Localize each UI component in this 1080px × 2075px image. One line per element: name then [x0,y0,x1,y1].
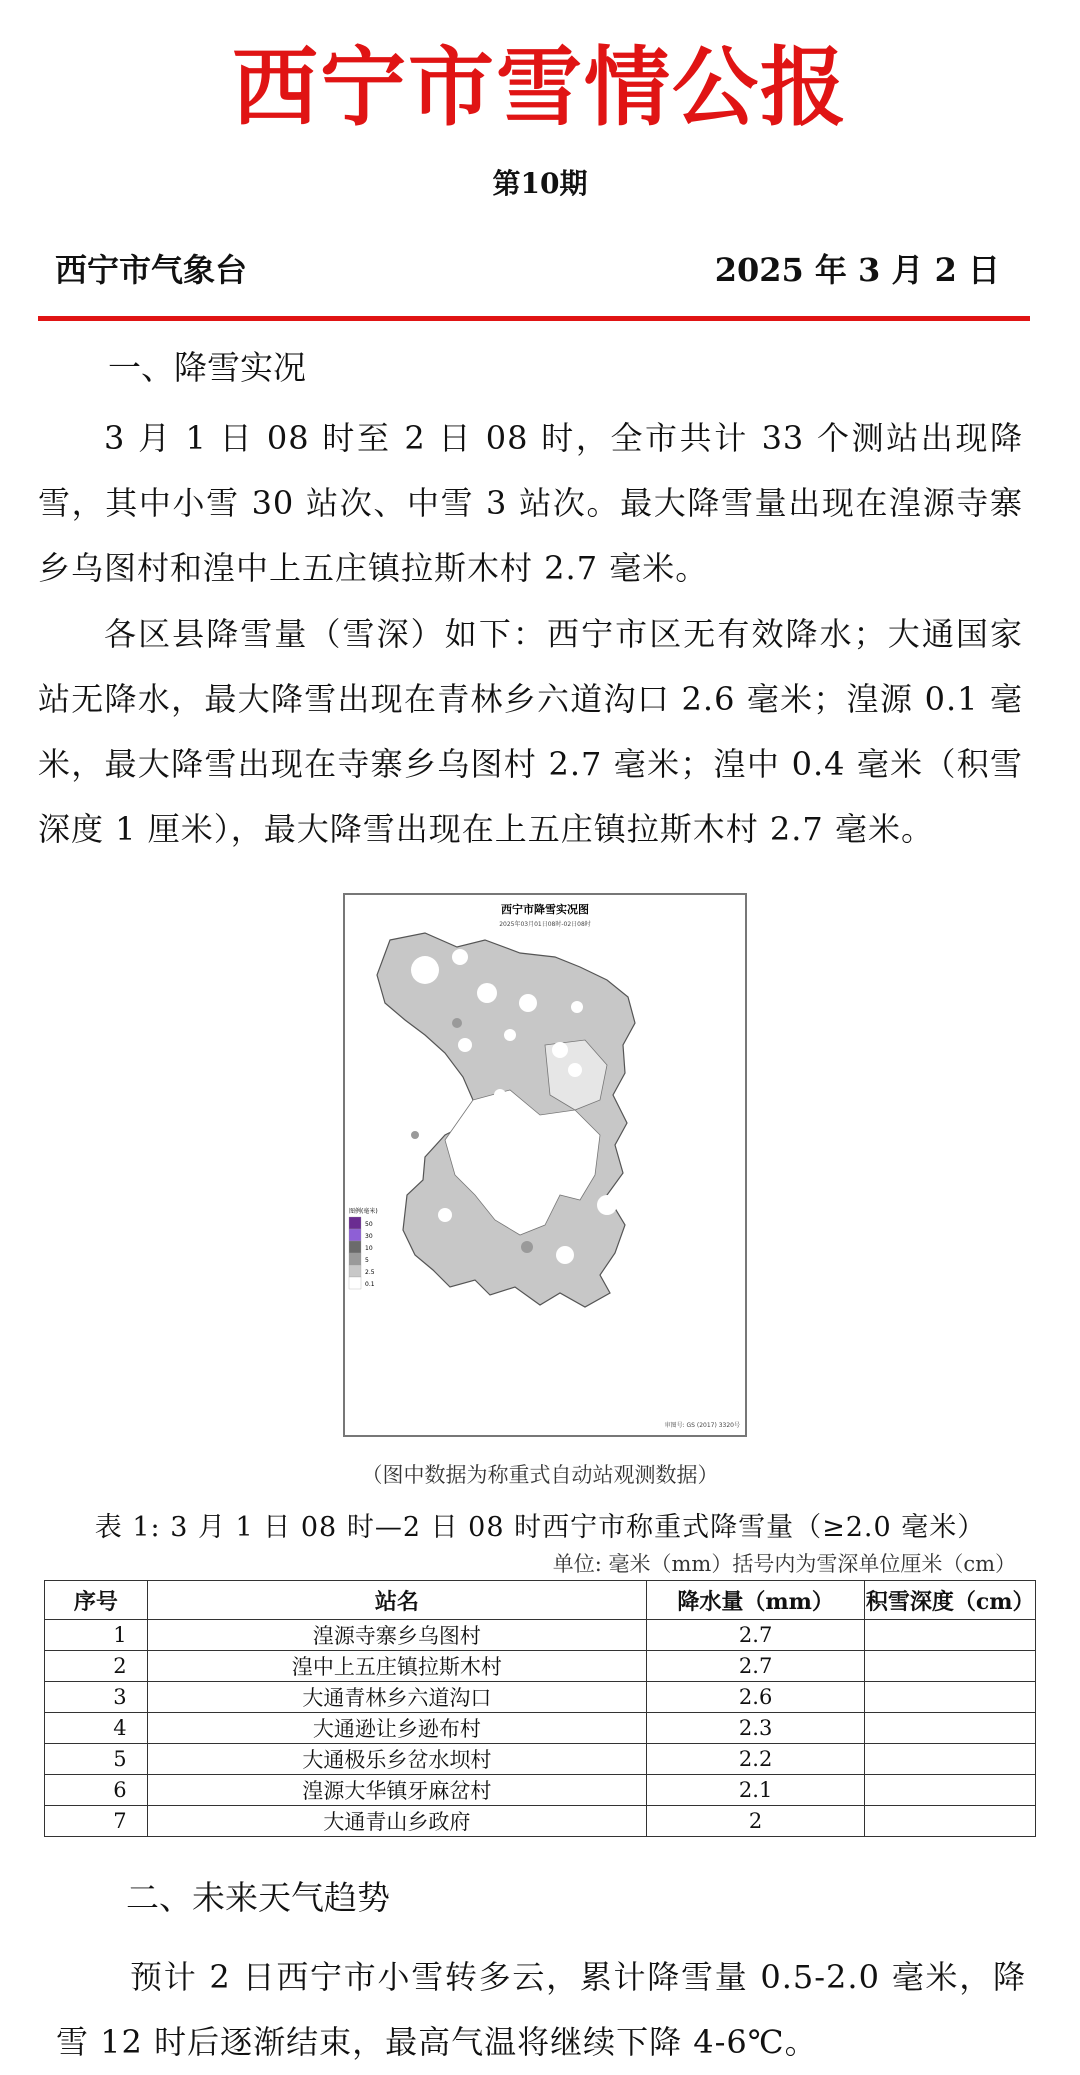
table-row [45,1682,1036,1713]
legend-label-4: 2.5 [365,1269,375,1276]
col-header-station: 站名 [147,1581,646,1620]
col-header-index: 序号 [45,1581,148,1620]
legend-label-5: 0.1 [365,1281,375,1288]
col-header-precip: 降水量（mm） [646,1581,864,1620]
row-snow-depth [865,1713,1036,1744]
legend-swatch-4 [349,1265,361,1277]
section-heading-forecast: 二、未来天气趋势 [126,1878,390,1917]
table-title: 表 1: 3 月 1 日 08 时—2 日 08 时西宁市称重式降雪量（≥2.0 毫米） [94,1512,986,1543]
snowfall-table [44,1580,1036,1837]
legend-label-1: 30 [365,1233,373,1240]
publisher: 西宁市气象台 [55,251,248,289]
legend-label-0: 50 [365,1221,373,1228]
legend-label-2: 10 [365,1245,373,1252]
row-station: 大通逊让乡逊布村 [147,1713,646,1744]
legend-swatch-2 [349,1241,361,1253]
legend-label-3: 5 [365,1257,369,1264]
legend-swatch-3 [349,1253,361,1265]
table-row [45,1775,1036,1806]
row-precip: 2.7 [646,1620,864,1651]
row-index: 2 [45,1651,148,1682]
table-unit-note: 单位: 毫米（mm）括号内为雪深单位厘米（cm） [552,1552,1016,1576]
col-header-snow-depth: 积雪深度（cm） [865,1581,1036,1620]
row-snow-depth [865,1620,1036,1651]
row-station: 湟源大华镇牙麻岔村 [147,1775,646,1806]
header-divider [38,316,1030,321]
row-station: 湟源寺寨乡乌图村 [147,1620,646,1651]
row-snow-depth [865,1651,1036,1682]
snowfall-map-figure [345,895,745,1435]
legend-title: 图例(毫米) [349,1208,378,1215]
bulletin-title: 西宁市雪情公报 [232,38,848,138]
row-station: 湟中上五庄镇拉斯木村 [147,1651,646,1682]
row-snow-depth [865,1775,1036,1806]
map-title: 西宁市降雪实况图 [501,903,589,916]
table-row [45,1806,1036,1837]
section-heading-snowfall: 一、降雪实况 [108,348,306,387]
table-header-row [45,1581,1036,1620]
table-row [45,1620,1036,1651]
row-precip: 2.6 [646,1682,864,1713]
legend-swatch-1 [349,1229,361,1241]
row-station: 大通极乐乡岔水坝村 [147,1744,646,1775]
row-index: 4 [45,1713,148,1744]
row-precip: 2.7 [646,1651,864,1682]
row-index: 5 [45,1744,148,1775]
table-row [45,1651,1036,1682]
legend-swatch-5 [349,1277,361,1289]
snowfall-map [343,893,747,1437]
row-precip: 2 [646,1806,864,1837]
issue-number: 第10期 [492,167,588,200]
map-caption: （图中数据为称重式自动站观测数据） [361,1463,719,1487]
row-station: 大通青林乡六道沟口 [147,1682,646,1713]
forecast-paragraph: 预计 2 日西宁市小雪转多云，累计降雪量 0.5-2.0 毫米，降雪 12 时后逐渐结束，最高气温将继续下降 4-6℃。 [56,1958,1026,2061]
row-snow-depth [865,1744,1036,1775]
map-subtitle: 2025年03月01日08时-02日08时 [499,921,591,928]
legend-swatch-0 [349,1217,361,1229]
row-station: 大通青山乡政府 [147,1806,646,1837]
table-row [45,1744,1036,1775]
county-snowfall-paragraph: 各区县降雪量（雪深）如下：西宁市区无有效降水；大通国家站无降水，最大降雪出现在青林乡六道沟口 2.6 毫米；湟源 0.1 毫米，最大降雪出现在寺寨乡乌图村 2.7 毫米；湟中 0.4 毫米（积雪深度 1 厘米），最大降雪出现在上五庄镇拉斯木村 2.7 毫米。 [38,615,1023,848]
row-snow-depth [865,1682,1036,1713]
row-precip: 2.3 [646,1713,864,1744]
row-index: 1 [45,1620,148,1651]
row-index: 6 [45,1775,148,1806]
row-snow-depth [865,1806,1036,1837]
row-index: 3 [45,1682,148,1713]
map-approval-number: 审图号: GS (2017) 3320号 [664,1422,740,1429]
row-precip: 2.2 [646,1744,864,1775]
publish-date: 2025 年 3 月 2 日 [714,251,1000,289]
row-precip: 2.1 [646,1775,864,1806]
table-row [45,1713,1036,1744]
snowfall-summary-paragraph: 3 月 1 日 08 时至 2 日 08 时，全市共计 33 个测站出现降雪，其中小雪 30 站次、中雪 3 站次。最大降雪量出现在湟源寺寨乡乌图村和湟中上五庄镇拉斯木村 2.7 毫米。 [38,419,1023,587]
map-legend [349,1207,378,1289]
row-index: 7 [45,1806,148,1837]
